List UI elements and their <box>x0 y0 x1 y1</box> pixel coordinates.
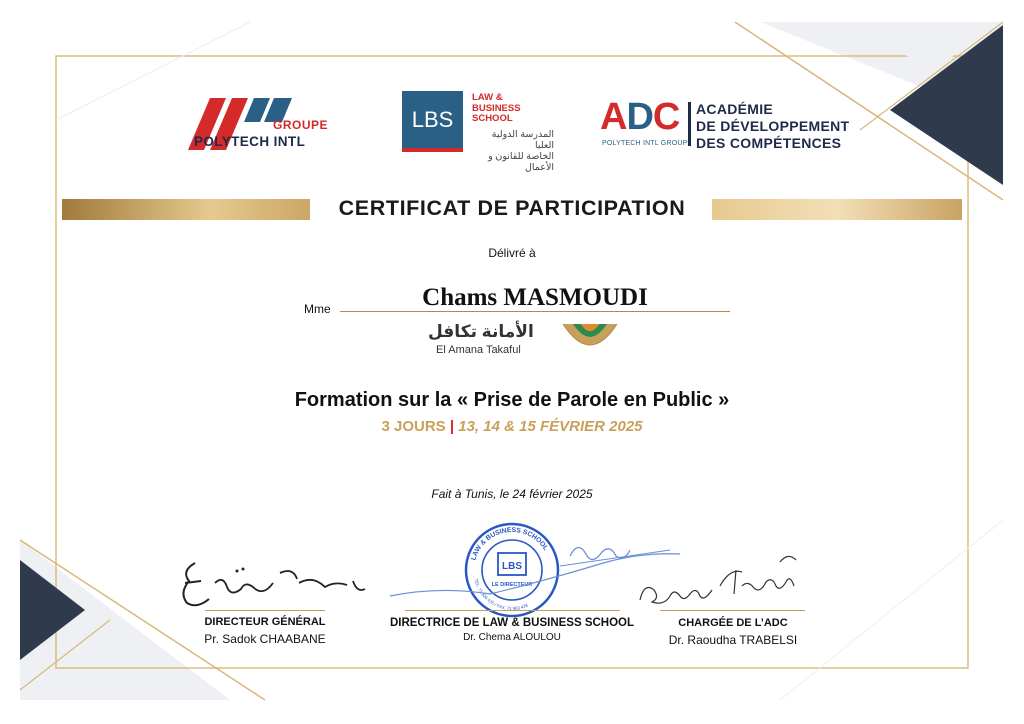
duration-days: 3 JOURS <box>381 418 446 435</box>
stamp-sub: LE DIRECTEUR <box>491 582 533 588</box>
signatory-1-role: DIRECTEUR GÉNÉRAL <box>204 616 326 628</box>
formation-title: Formation sur la « Prise de Parole en Public » <box>294 389 730 411</box>
duration-separator: | <box>449 418 455 435</box>
signature-director-general <box>175 553 385 615</box>
civility-label: Mme <box>304 302 331 316</box>
lbs-arabic <box>472 129 554 173</box>
signature-adc <box>630 546 810 616</box>
stamp-bottom: TEL. 71 826 425 / FAX. 71 963 428 <box>473 578 529 612</box>
lbs-words <box>472 93 521 125</box>
adc-name: ACADÉMIE DE DÉVELOPPEMENT DES COMPÉTENCES <box>696 101 850 151</box>
stamp-ring: LAW & BUSINESS SCHOOL <box>470 526 550 562</box>
signature-line-2 <box>405 610 620 611</box>
title-band-right <box>712 199 962 220</box>
signatory-1-name: Pr. Sadok CHAABANE <box>204 632 326 646</box>
duration-dates: 13, 14 & 15 FÉVRIER 2025 <box>458 418 643 435</box>
lbs-arabic-line2: الخاصة للقانون و الأعمال <box>488 151 554 173</box>
name-underline <box>340 311 730 312</box>
company-arabic-name: الأمانة تكافل <box>428 322 534 341</box>
adc-subtitle: POLYTECH INTL GROUP <box>602 140 688 147</box>
polytech-name: POLYTECH INTL <box>194 134 306 149</box>
lbs-logo <box>402 91 562 173</box>
stamp-center: LBS <box>502 561 522 572</box>
polytech-logo <box>188 96 338 156</box>
signature-line-3 <box>660 610 805 611</box>
lbs-box: LBS <box>402 91 463 152</box>
adc-letters: ADC <box>600 96 680 138</box>
adc-logo <box>600 98 855 158</box>
place-date: Fait à Tunis, le 24 février 2025 <box>431 487 593 501</box>
recipient-name: Chams MASMOUDI <box>422 284 648 311</box>
polytech-group-label: GROUPE <box>273 118 329 132</box>
signatory-3-name: Dr. Raoudha TRABELSI <box>668 633 798 647</box>
company-logo <box>424 316 624 366</box>
title-band-left <box>62 199 310 220</box>
lbs-arabic-line1: المدرسة الدولية العليا <box>491 129 554 151</box>
signatory-2-name: Dr. Chema ALOULOU <box>463 632 561 643</box>
lbs-word-business: BUSINESS <box>472 102 521 114</box>
company-latin-name: El Amana Takaful <box>436 344 521 356</box>
formation-duration <box>200 418 824 435</box>
signature-line-1 <box>205 610 325 611</box>
signatory-3-role: CHARGÉE DE L’ADC <box>678 617 788 629</box>
lbs-word-school: SCHOOL <box>472 113 513 124</box>
certificate-title: CERTIFICAT DE PARTICIPATION <box>338 196 686 220</box>
adc-divider <box>688 102 691 146</box>
signatory-2-role: DIRECTRICE DE LAW & BUSINESS SCHOOL <box>389 617 635 629</box>
lbs-word-law: LAW & <box>472 92 503 103</box>
company-emblem-icon <box>559 318 621 364</box>
delivered-to-label: Délivré à <box>488 246 536 260</box>
